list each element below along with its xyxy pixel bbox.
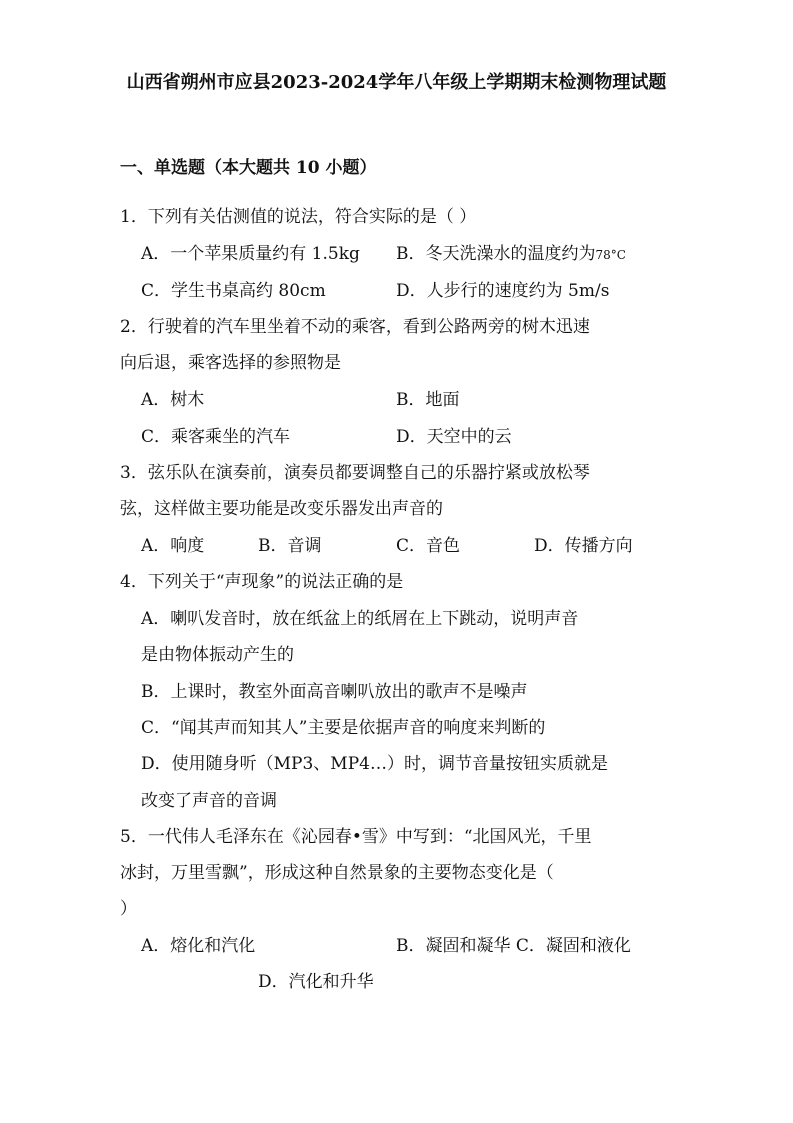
q2-stem-line2: 向后退，乘客选择的参照物是 [120,353,341,373]
q2-option-a: A．树木 [141,390,205,410]
q1-option-b-text: B．冬天洗澡水的温度约为 [396,244,596,264]
q1-option-b [396,243,626,266]
q3-option-a: A．响度 [141,536,205,556]
q5-stem-line1: 5．一代伟人毛泽东在《沁园春•雪》中写到：“北国风光，千里 [120,827,592,847]
q5-stem-line3: ） [120,899,137,919]
q1-option-a: A．一个苹果质量约有 1.5kg [141,244,360,264]
section-heading: 一、单选题（本大题共 10 小题） [120,158,377,178]
q4-option-a-line2: 是由物体振动产生的 [141,645,294,665]
q1-option-b-temp: 78°C [595,248,626,262]
q2-option-d: D．天空中的云 [396,427,512,447]
q1-option-d: D．人步行的速度约为 5m/s [396,281,610,301]
q3-option-b: B．音调 [258,536,322,556]
q2-stem-line1: 2．行驶着的汽车里坐着不动的乘客，看到公路两旁的树木迅速 [120,317,590,337]
q2-option-c: C．乘客乘坐的汽车 [141,427,291,447]
q5-option-d: D．汽化和升华 [258,972,374,992]
q4-option-c: C．“闻其声而知其人”主要是依据声音的响度来判断的 [141,718,546,738]
q3-option-d: D．传播方向 [534,536,633,556]
q4-option-d-line1: D．使用随身听（MP3、MP4…）时，调节音量按钮实质就是 [141,754,608,774]
q1-stem: 1．下列有关估测值的说法，符合实际的是（ ） [120,207,477,227]
q1-option-c: C．学生书桌高约 80cm [141,281,326,301]
q4-option-a-line1: A．喇叭发音时，放在纸盆上的纸屑在上下跳动，说明声音 [141,609,579,629]
q4-option-d-line2: 改变了声音的音调 [141,791,277,811]
q3-option-c: C．音色 [396,536,461,556]
q5-option-b-c: B．凝固和凝华 C．凝固和液化 [396,936,631,956]
q5-stem-line2: 冰封，万里雪飘”，形成这种自然景象的主要物态变化是（ [120,863,554,883]
q3-stem-line1: 3．弦乐队在演奏前，演奏员都要调整自己的乐器拧紧或放松琴 [120,463,590,483]
q5-option-a: A．熔化和汽化 [141,936,256,956]
q4-stem: 4．下列关于“声现象”的说法正确的是 [120,572,404,592]
q2-option-b: B．地面 [396,390,460,410]
page-title: 山西省朔州市应县2023-2024学年八年级上学期期末检测物理试题 [126,72,667,93]
q4-option-b: B．上课时，教室外面高音喇叭放出的歌声不是噪声 [141,682,528,702]
q3-stem-line2: 弦，这样做主要功能是改变乐器发出声音的 [120,499,443,519]
